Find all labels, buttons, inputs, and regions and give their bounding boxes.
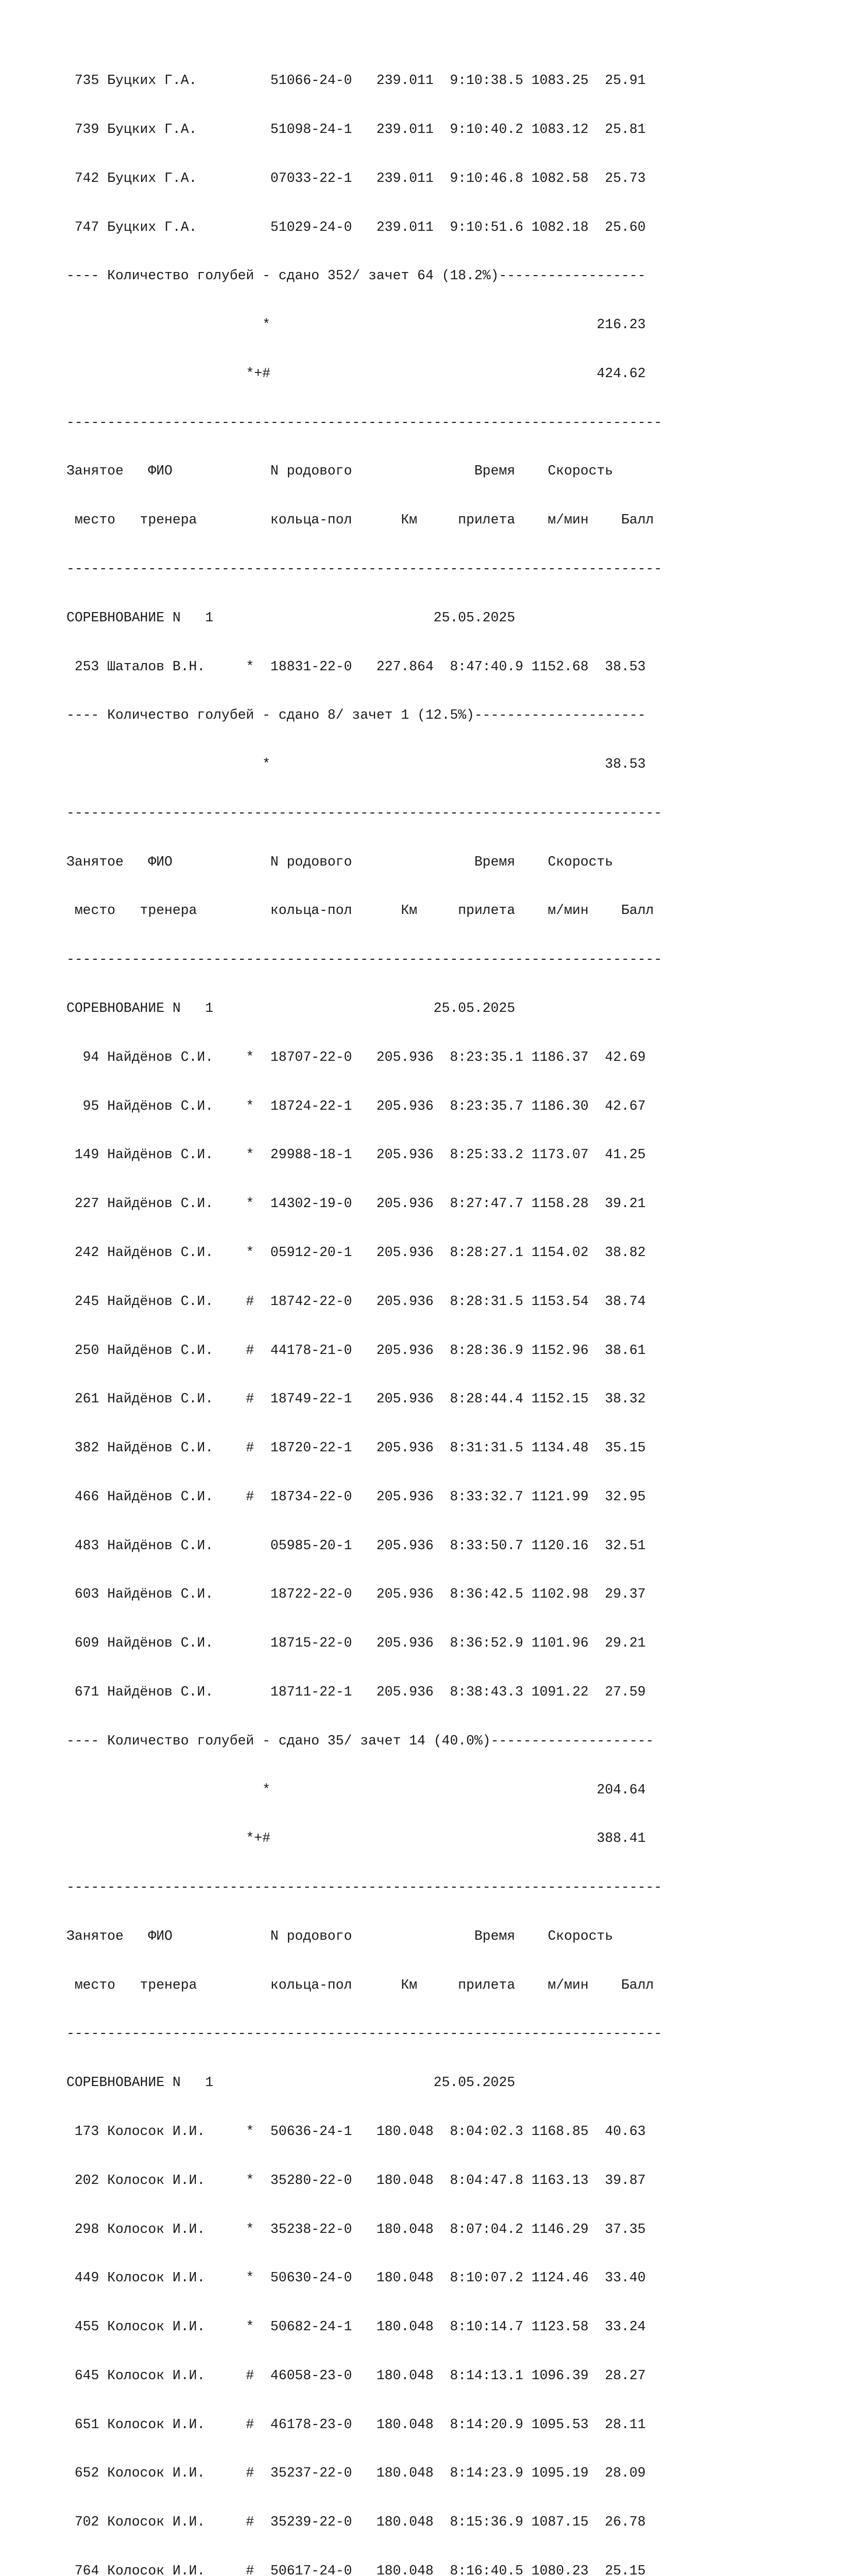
result-row: 735 Буцких Г.А. 51066-24-0 239.011 9:10:38.5 1083.25 25.91 (66, 73, 646, 89)
column-header-bottom: место тренера кольца-пол Км прилета м/мин Балл (66, 903, 654, 919)
pigeon-count-summary: ---- Количество голубей - сдано 35/ зачет 14 (40.0%)-------------------- (66, 1733, 654, 1749)
result-row: 483 Найдёнов С.И. 05985-20-1 205.936 8:33:50.7 1120.16 32.51 (66, 1537, 646, 1553)
results-printout (66, 40, 839, 2576)
result-row: 645 Колосок И.И. # 46058-23-0 180.048 8:14:13.1 1096.39 28.27 (66, 2367, 646, 2383)
divider-line: ------------------------------------------------------------------------- (66, 561, 662, 577)
result-row: 94 Найдёнов С.И. * 18707-22-0 205.936 8:23:35.1 1186.37 42.69 (66, 1049, 646, 1065)
result-row: 603 Найдёнов С.И. 18722-22-0 205.936 8:36:42.5 1102.98 29.37 (66, 1586, 646, 1602)
divider-line: ------------------------------------------------------------------------- (66, 952, 662, 968)
competition-heading: СОРЕВНОВАНИЕ N 1 25.05.2025 (66, 1001, 516, 1016)
score-total-star: * 38.53 (66, 756, 646, 772)
divider-line: ------------------------------------------------------------------------- (66, 1879, 662, 1895)
score-total-star: * 204.64 (66, 1782, 646, 1798)
result-row: 261 Найдёнов С.И. # 18749-22-1 205.936 8:28:44.4 1152.15 38.32 (66, 1391, 646, 1407)
divider-line: ------------------------------------------------------------------------- (66, 414, 662, 430)
result-row: 449 Колосок И.И. * 50630-24-0 180.048 8:10:07.2 1124.46 33.40 (66, 2270, 646, 2286)
divider-line: ------------------------------------------------------------------------- (66, 805, 662, 821)
result-row: 455 Колосок И.И. * 50682-24-1 180.048 8:10:14.7 1123.58 33.24 (66, 2319, 646, 2335)
divider-line: ------------------------------------------------------------------------- (66, 2026, 662, 2042)
result-row: 242 Найдёнов С.И. * 05912-20-1 205.936 8:28:27.1 1154.02 38.82 (66, 1244, 646, 1260)
pigeon-count-summary: ---- Количество голубей - сдано 352/ зачет 64 (18.2%)------------------ (66, 268, 646, 284)
pigeon-count-summary: ---- Количество голубей - сдано 8/ зачет 1 (12.5%)--------------------- (66, 707, 646, 723)
competition-heading: СОРЕВНОВАНИЕ N 1 25.05.2025 (66, 2075, 516, 2091)
result-row: 382 Найдёнов С.И. # 18720-22-1 205.936 8:31:31.5 1134.48 35.15 (66, 1440, 646, 1456)
result-row: 202 Колосок И.И. * 35280-22-0 180.048 8:04:47.8 1163.13 39.87 (66, 2172, 646, 2188)
column-header-top: Занятое ФИО N родового Время Скорость (66, 854, 614, 870)
result-row: 298 Колосок И.И. * 35238-22-0 180.048 8:07:04.2 1146.29 37.35 (66, 2221, 646, 2237)
score-total-star-plus-hash: *+# 424.62 (66, 365, 646, 381)
result-row: 173 Колосок И.И. * 50636-24-1 180.048 8:04:02.3 1168.85 40.63 (66, 2124, 646, 2139)
result-row: 651 Колосок И.И. # 46178-23-0 180.048 8:14:20.9 1095.53 28.11 (66, 2416, 646, 2432)
result-row: 245 Найдёнов С.И. # 18742-22-0 205.936 8:28:31.5 1153.54 38.74 (66, 1293, 646, 1309)
result-row: 253 Шаталов В.Н. * 18831-22-0 227.864 8:47:40.9 1152.68 38.53 (66, 658, 646, 674)
column-header-top: Занятое ФИО N родового Время Скорость (66, 1928, 614, 1944)
column-header-bottom: место тренера кольца-пол Км прилета м/мин Балл (66, 512, 654, 528)
result-row: 149 Найдёнов С.И. * 29988-18-1 205.936 8:25:33.2 1173.07 41.25 (66, 1147, 646, 1163)
result-row: 95 Найдёнов С.И. * 18724-22-1 205.936 8:23:35.7 1186.30 42.67 (66, 1098, 646, 1114)
result-row: 652 Колосок И.И. # 35237-22-0 180.048 8:14:23.9 1095.19 28.09 (66, 2465, 646, 2481)
result-row: 739 Буцких Г.А. 51098-24-1 239.011 9:10:40.2 1083.12 25.81 (66, 121, 646, 137)
score-total-star-plus-hash: *+# 388.41 (66, 1831, 646, 1846)
result-row: 609 Найдёнов С.И. 18715-22-0 205.936 8:36:52.9 1101.96 29.21 (66, 1635, 646, 1651)
result-row: 702 Колосок И.И. # 35239-22-0 180.048 8:15:36.9 1087.15 26.78 (66, 2514, 646, 2530)
result-row: 747 Буцких Г.А. 51029-24-0 239.011 9:10:51.6 1082.18 25.60 (66, 219, 646, 235)
result-row: 742 Буцких Г.А. 07033-22-1 239.011 9:10:46.8 1082.58 25.73 (66, 170, 646, 186)
score-total-star: * 216.23 (66, 317, 646, 333)
result-row: 671 Найдёнов С.И. 18711-22-1 205.936 8:38:43.3 1091.22 27.59 (66, 1684, 646, 1700)
result-row: 227 Найдёнов С.И. * 14302-19-0 205.936 8:27:47.7 1158.28 39.21 (66, 1196, 646, 1212)
column-header-top: Занятое ФИО N родового Время Скорость (66, 463, 614, 479)
result-row: 466 Найдёнов С.И. # 18734-22-0 205.936 8:33:32.7 1121.99 32.95 (66, 1488, 646, 1504)
result-row: 764 Колосок И.И. # 50617-24-0 180.048 8:16:40.5 1080.23 25.15 (66, 2563, 646, 2576)
column-header-bottom: место тренера кольца-пол Км прилета м/мин Балл (66, 1977, 654, 1993)
competition-heading: СОРЕВНОВАНИЕ N 1 25.05.2025 (66, 609, 516, 625)
result-row: 250 Найдёнов С.И. # 44178-21-0 205.936 8:28:36.9 1152.96 38.61 (66, 1342, 646, 1358)
